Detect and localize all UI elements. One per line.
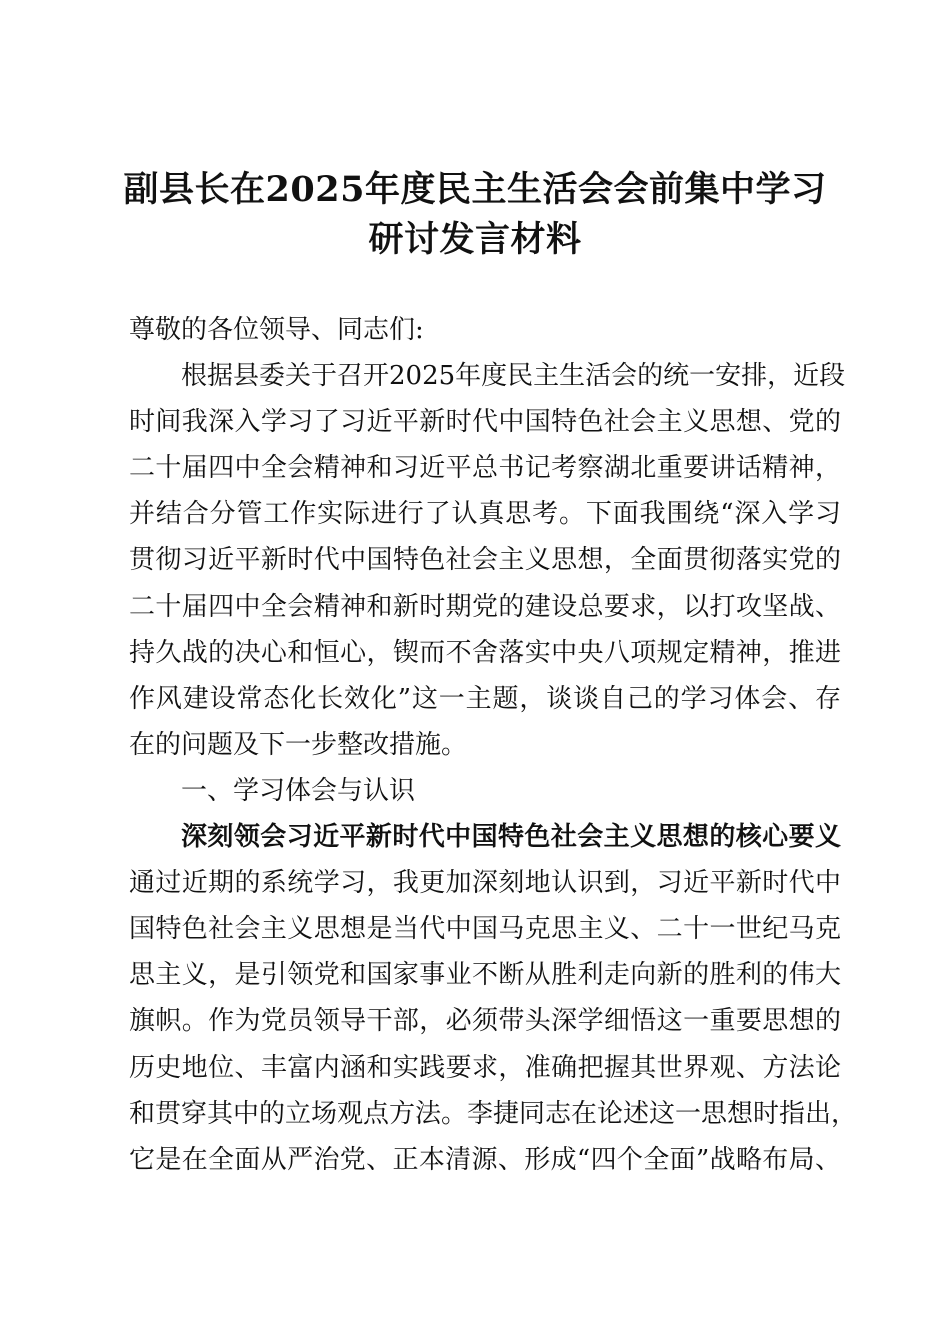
body-line: 思主义，是引领党和国家事业不断从胜利走向新的胜利的伟大	[129, 960, 841, 991]
document-title	[100, 165, 850, 265]
intro-line: 作风建设常态化长效化”这一主题，谈谈自己的学习体会、存	[129, 683, 841, 714]
intro-line: 贯彻习近平新时代中国特色社会主义思想，全面贯彻落实党的	[129, 545, 841, 576]
document-body	[129, 307, 858, 1183]
body-line: 和贯穿其中的立场观点方法。李捷同志在论述这一思想时指出，	[129, 1098, 858, 1129]
intro-line: 时间我深入学习了习近平新时代中国特色社会主义思想、党的	[129, 407, 841, 438]
intro-line: 二十届四中全会精神和习近平总书记考察湖北重要讲话精神，	[129, 453, 841, 484]
body-line: 旗帜。作为党员领导干部，必须带头深学细悟这一重要思想的	[129, 1006, 841, 1037]
subheading: 深刻领会习近平新时代中国特色社会主义思想的核心要义	[181, 822, 841, 853]
body-line: 它是在全面从严治党、正本清源、形成“四个全面”战略布局、	[129, 1144, 841, 1175]
body-line: 国特色社会主义思想是当代中国马克思主义、二十一世纪马克	[129, 914, 841, 945]
body-line: 历史地位、丰富内涵和实践要求，准确把握其世界观、方法论	[129, 1052, 841, 1083]
intro-line: 在的问题及下一步整改措施。	[129, 729, 468, 760]
intro-line: 持久战的决心和恒心，锲而不舍落实中央八项规定精神，推进	[129, 637, 841, 668]
section-heading: 一、学习体会与认识	[181, 775, 416, 806]
title-line-2: 研讨发言材料	[368, 219, 582, 260]
intro-line: 根据县委关于召开2025年度民主生活会的统一安排，近段	[181, 361, 846, 392]
title-line-1: 副县长在2025年度民主生活会会前集中学习	[123, 169, 827, 210]
body-line: 通过近期的系统学习，我更加深刻地认识到，习近平新时代中	[129, 868, 841, 899]
intro-line: 并结合分管工作实际进行了认真思考。下面我围绕“深入学习	[129, 499, 841, 530]
salutation: 尊敬的各位领导、同志们:	[129, 315, 424, 345]
intro-line: 二十届四中全会精神和新时期党的建设总要求，以打攻坚战、	[129, 591, 841, 622]
